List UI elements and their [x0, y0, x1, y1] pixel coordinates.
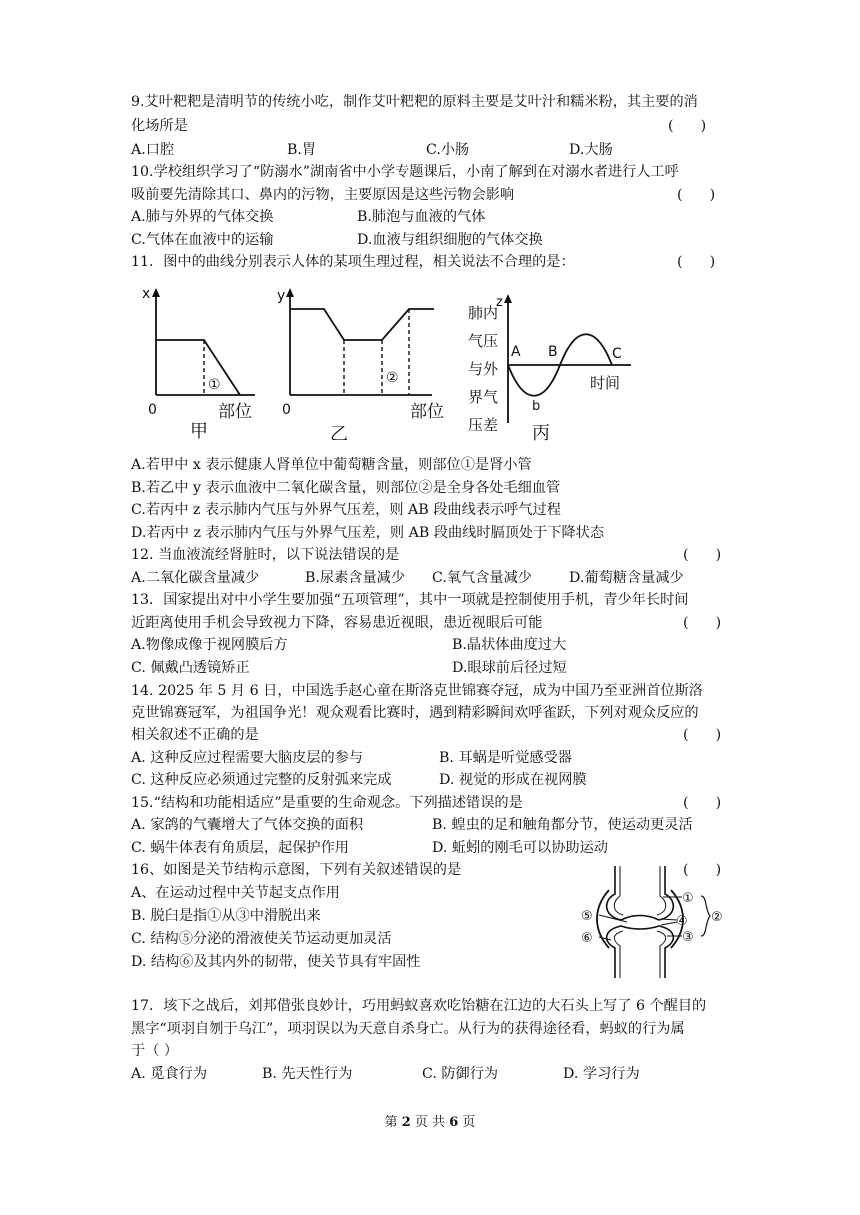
q11-bing-label-b: b [532, 399, 541, 414]
q14-line1: 14. 2025 年 5 月 6 日，中国选手赵心童在斯洛克世锦赛夺冠，成为中国乃至亚洲首位斯洛 [131, 683, 703, 699]
q11-yi-axis-label: y [277, 288, 286, 304]
q13-line1: 13．国家提出对中小学生要加强“五项管理”，其中一项就是控制使用手机，青少年长时间 [131, 592, 689, 608]
q10-line2: 吸前要先清除其口、鼻内的污物，主要原因是这些污物会影响 [131, 187, 515, 203]
q13-option-a: A.物像成像于视网膜后方 [131, 637, 288, 653]
footer-pre: 第 [384, 1115, 398, 1130]
footer-mid: 页 共 [414, 1115, 446, 1130]
q11-bing-point-a: A [511, 344, 521, 360]
q15-option-d: D. 蚯蚓的刚毛可以协助运动 [432, 840, 608, 856]
q13-option-c: C. 佩戴凸透镜矫正 [131, 660, 250, 676]
q14-option-d: D. 视觉的形成在视网膜 [439, 772, 587, 788]
q11-bing-ylabel-5: 压差 [468, 416, 499, 434]
q11-bing-ylabel-3: 与外 [468, 360, 499, 378]
footer-page-number: 2 [401, 1115, 411, 1130]
q11-yi-marker: ② [386, 370, 399, 386]
q11-bing-ylabel-2: 气压 [468, 332, 499, 350]
q13-option-d: D.眼球前后径过短 [452, 660, 567, 676]
footer-post: 页 [462, 1115, 476, 1130]
q11-option-c: C.若丙中 z 表示肺内气压与外界气压差，则 AB 段曲线表示呼气过程 [131, 502, 561, 518]
q14-option-c: C. 这种反应必须通过完整的反射弧来完成 [131, 772, 392, 788]
q11-option-b: B.若乙中 y 表示血液中二氧化碳含量，则部位②是全身各处毛细血管 [131, 480, 561, 496]
q11-figure-jia [130, 280, 270, 440]
q14-answer-bracket: ( ) [683, 727, 722, 743]
q11-line1: 11．图中的曲线分别表示人体的某项生理过程，相关说法不合理的是： [131, 254, 575, 270]
q15-line1: 15.“结构和功能相适应”是重要的生命观念。下列描述错误的是 [131, 795, 523, 811]
q16-option-b: B. 脱臼是指①从③中滑脱出来 [131, 908, 321, 924]
q14-line2: 克世锦赛冠军，为祖国争光！观众观看比赛时，遇到精彩瞬间欢呼雀跃，下列对观众反应的 [131, 705, 699, 721]
page-footer [0, 1114, 860, 1132]
q16-joint-diagram [575, 864, 725, 982]
q16-label-4: ④ [676, 914, 688, 929]
q16-label-3: ③ [682, 930, 694, 945]
q15-option-b: B. 蝗虫的足和触角都分节，使运动更灵活 [432, 817, 693, 833]
q17-option-d: D. 学习行为 [563, 1066, 640, 1082]
q12-option-d: D.葡萄糖含量减少 [569, 570, 684, 586]
q11-yi-xaxis-label: 部位 [410, 402, 444, 422]
q10-option-c: C.气体在血液中的运输 [131, 232, 274, 248]
q11-jia-caption: 甲 [190, 421, 208, 440]
footer-total-pages: 6 [449, 1115, 459, 1130]
q11-yi-origin: 0 [282, 402, 291, 418]
q12-option-a: A.二氧化碳含量减少 [131, 570, 260, 586]
q15-answer-bracket: ( ) [683, 795, 722, 811]
q13-answer-bracket: ( ) [683, 615, 722, 631]
q16-label-2: ② [711, 910, 723, 925]
q16-label-5: ⑤ [581, 909, 593, 924]
q11-jia-xaxis-label: 部位 [218, 402, 252, 422]
q17-option-a: A. 觅食行为 [131, 1066, 208, 1082]
q12-answer-bracket: ( ) [683, 547, 722, 563]
q11-figure-yi [272, 280, 452, 440]
q17-line1: 17．垓下之战后，刘邦借张良妙计，巧用蚂蚁喜欢吃饴糖在江边的大石头上写了 6 个醒目的 [131, 998, 707, 1014]
q11-option-a: A.若甲中 x 表示健康人肾单位中葡萄糖含量，则部位①是肾小管 [131, 457, 532, 473]
q14-option-a: A. 这种反应过程需要大脑皮层的参与 [131, 750, 364, 766]
q16-label-1: ① [682, 891, 694, 906]
q11-bing-ylabel-4: 界气 [468, 388, 499, 406]
q16-option-a: A、在运动过程中关节起支点作用 [131, 885, 340, 901]
q13-line2: 近距离使用手机会导致视力下降，容易患近视眼，患近视眼后可能 [131, 615, 543, 631]
q13-option-b: B.晶状体曲度过大 [452, 637, 567, 653]
q16-line1: 16、如图是关节结构示意图，下列有关叙述错误的是 [131, 862, 462, 878]
q14-option-b: B. 耳蜗是听觉感受器 [439, 750, 572, 766]
q11-bing-xaxis-label: 时间 [590, 374, 621, 392]
q11-jia-origin: 0 [148, 402, 157, 418]
q9-line1: 9.艾叶粑粑是清明节的传统小吃，制作艾叶粑粑的原料主要是艾叶汁和糯米粉，其主要的消 [131, 94, 698, 110]
q10-option-b: B.肺泡与血液的气体 [357, 209, 486, 225]
q11-answer-bracket: ( ) [677, 254, 716, 270]
q11-figure-bing [466, 288, 646, 448]
q9-option-d: D.大肠 [569, 142, 613, 158]
q11-jia-marker: ① [208, 377, 221, 393]
q12-option-c: C.氧气含量减少 [432, 570, 532, 586]
q9-answer-bracket: ( ) [668, 118, 707, 134]
q10-option-d: D.血液与组织细胞的气体交换 [357, 232, 543, 248]
q10-answer-bracket: ( ) [677, 187, 716, 203]
q9-option-b: B.胃 [287, 142, 317, 158]
q16-answer-bracket: ( ) [683, 862, 722, 878]
q11-jia-axis-label: x [142, 286, 151, 302]
q11-bing-point-c: C [612, 346, 622, 362]
q12-line1: 12. 当血液流经肾脏时，以下说法错误的是 [131, 547, 400, 563]
q17-line3: 于（ ） [131, 1043, 179, 1059]
q17-line2: 黑字“项羽自刎于乌江”，项羽误以为天意自杀身亡。从行为的获得途径看，蚂蚁的行为属 [131, 1021, 685, 1037]
q11-option-d: D.若丙中 z 表示肺内气压与外界气压差，则 AB 段曲线时膈顶处于下降状态 [131, 525, 605, 541]
q14-line3: 相关叙述不正确的是 [131, 727, 259, 743]
q10-option-a: A.肺与外界的气体交换 [131, 209, 274, 225]
q15-option-a: A. 家鸽的气囊增大了气体交换的面积 [131, 817, 364, 833]
q16-label-6: ⑥ [581, 931, 593, 946]
q11-bing-caption: 丙 [532, 423, 550, 444]
q9-option-c: C.小肠 [426, 142, 470, 158]
q11-yi-caption: 乙 [330, 424, 348, 440]
q12-option-b: B.尿素含量减少 [305, 570, 406, 586]
q11-bing-axis-label: z [496, 295, 503, 310]
q11-bing-point-b: B [548, 344, 558, 360]
q10-line1: 10.学校组织学习了“防溺水”湖南省中小学专题课后，小南了解到在对溺水者进行人工呼 [131, 164, 679, 180]
q11-bing-ylabel-1: 肺内 [468, 304, 499, 322]
q16-option-d: D. 结构⑥及其内外的韧带，使关节具有牢固性 [131, 954, 421, 970]
q15-option-c: C. 蜗牛体表有角质层，起保护作用 [131, 840, 349, 856]
q17-option-b: B. 先天性行为 [262, 1066, 353, 1082]
q17-option-c: C. 防御行为 [422, 1066, 499, 1082]
q9-line2: 化场所是 [131, 118, 188, 134]
q9-option-a: A.口腔 [131, 142, 175, 158]
q16-option-c: C. 结构⑤分泌的滑液使关节运动更加灵活 [131, 931, 392, 947]
